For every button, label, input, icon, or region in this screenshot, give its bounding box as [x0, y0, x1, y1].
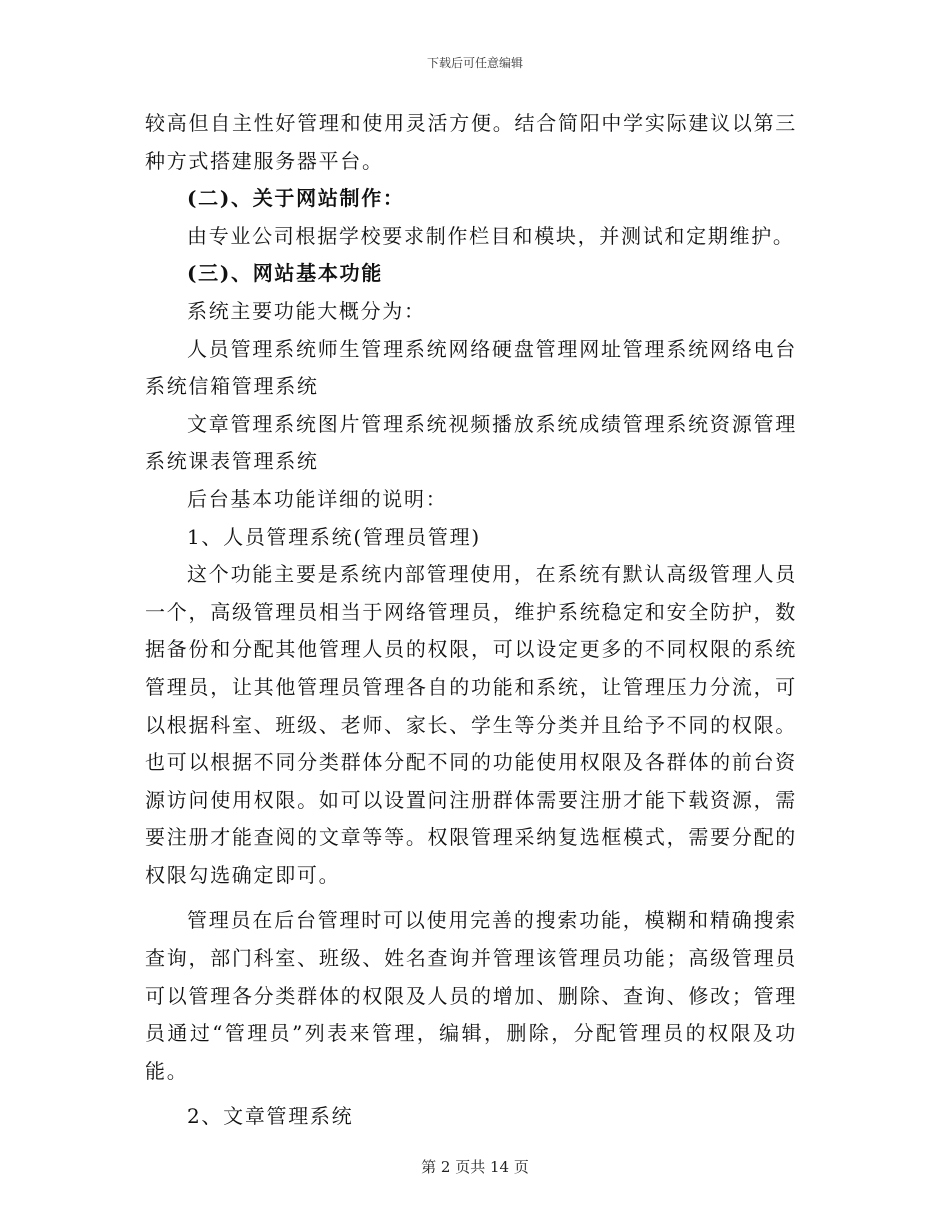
- paragraph: 较高但自主性好管理和使用灵活方便。结合简阳中学实际建议以第三种方式搭建服务器平台。: [145, 111, 797, 173]
- paragraph: 文章管理系统图片管理系统视频播放系统成绩管理系统资源管理系统课表管理系统: [145, 411, 797, 474]
- paragraph: 系统主要功能大概分为：: [187, 298, 426, 323]
- section-heading: (三)、网站基本功能: [187, 261, 383, 286]
- paragraph: 人员管理系统师生管理系统网络硬盘管理网址管理系统网络电台系统信箱管理系统: [145, 336, 797, 399]
- page-header: 下载后可任意编辑: [426, 56, 523, 70]
- page-footer: 第 2 页共 14 页: [421, 1158, 529, 1176]
- subsection-heading: 1、人员管理系统(管理员管理): [187, 524, 481, 549]
- paragraph: 这个功能主要是系统内部管理使用，在系统有默认高级管理人员一个，高级管理员相当于网络管理员，维护系统稳定和安全防护，数据备份和分配其他管理人员的权限，可以设定更多的不同权限的系统管理员，让其他管理员管理各自的功能和系统，让管理压力分流，可以根据科室、班级、老师、家长、学生等分类并且给予不同的权限。也可以根据不同分类群体分配不同的功能使用权限及各群体的前台资源访问使用权限。如可以设置问注册群体需要注册才能下载资源，需要注册才能查阅的文章等等。权限管理采纳复选框模式，需要分配的权限勾选确定即可。: [145, 562, 797, 887]
- section-heading: (二)、关于网站制作：: [187, 186, 405, 211]
- document-body: [145, 105, 797, 1136]
- paragraph: 管理员在后台管理时可以使用完善的搜索功能，模糊和精确搜索查询，部门科室、班级、姓名查询并管理该管理员功能；高级管理员可以管理各分类群体的权限及人员的增加、删除、查询、修改；管理员通过“管理员”列表来管理，编辑，删除，分配管理员的权限及功能。: [145, 908, 797, 1083]
- paragraph: 由专业公司根据学校要求制作栏目和模块，并测试和定期维护。: [187, 223, 795, 248]
- subsection-heading: 2、文章管理系统: [187, 1104, 354, 1129]
- paragraph: 后台基本功能详细的说明：: [187, 486, 448, 511]
